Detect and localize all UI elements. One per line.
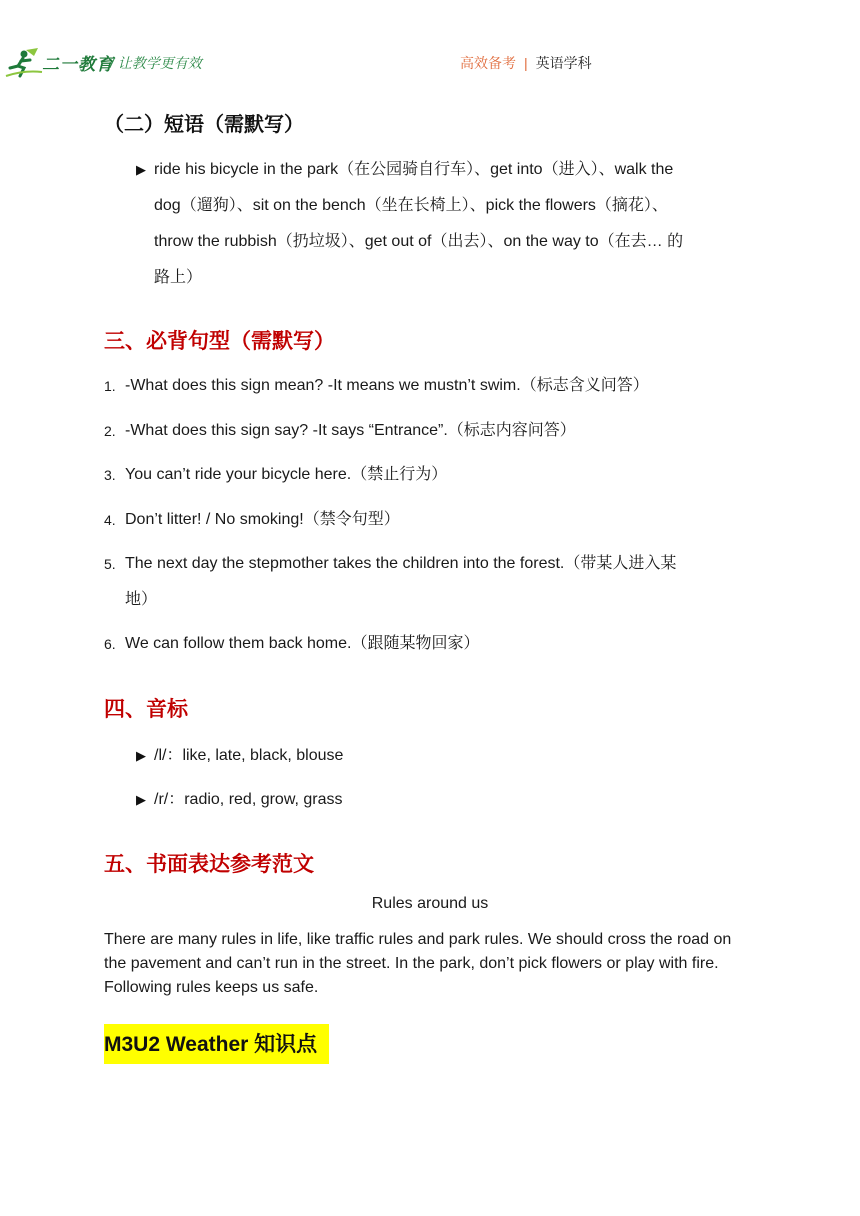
phrase-text: ride his bicycle in the park（在公园骑自行车）、get into（进入）、walk the: [154, 161, 674, 178]
page-header: [0, 38, 860, 86]
sentence-text: -What does this sign say? -It says “Entrance”.（标志内容问答）: [125, 422, 576, 439]
sentence-text: We can follow them back home.（跟随某物回家）: [125, 635, 480, 652]
triangle-bullet-icon: ▶: [136, 748, 146, 763]
sentences-heading: 三、必背句型（需默写）: [104, 330, 335, 353]
sentence-number: 1.: [104, 378, 116, 394]
sentence-number: 4.: [104, 512, 116, 528]
sentence-number: 2.: [104, 423, 116, 439]
next-unit-title: M3U2 Weather 知识点: [104, 1024, 329, 1064]
phonetic-text: /r/：radio, red, grow, grass: [154, 791, 343, 808]
phonetic-item: [136, 744, 343, 768]
runner-logo-icon: [4, 46, 44, 85]
phrase-text: dog（遛狗）、sit on the bench（坐在长椅上）、pick the flowers（摘花）、: [154, 197, 668, 214]
header-label-exam: 高效备考: [460, 55, 516, 71]
sentence-text: -What does this sign mean? -It means we mustn’t swim.（标志含义问答）: [125, 377, 649, 394]
essay-body: There are many rules in life, like traffic rules and park rules. We should cross the road on the pavement and can’t run in the street. In the park, don’t pick flowers or play with fire. Following rules keeps us safe.: [104, 931, 732, 996]
sentence-item: [104, 368, 744, 404]
sentence-item: [104, 546, 744, 582]
phrase-text: 路上）: [154, 269, 203, 286]
phrases-heading: （二）短语（需默写）: [104, 114, 304, 136]
sentence-text: 地）: [125, 591, 158, 608]
triangle-bullet-icon: ▶: [136, 162, 146, 177]
phonetic-text: /l/：like, late, black, blouse: [154, 747, 344, 764]
sentence-item-continued: [104, 582, 744, 618]
sentence-text: Don’t litter! / No smoking!（禁令句型）: [125, 511, 400, 528]
sentence-item: [104, 502, 744, 538]
sentence-item: [104, 413, 744, 449]
phrase-line: [136, 152, 756, 188]
phrase-line: [136, 224, 756, 260]
sentence-text: The next day the stepmother takes the children into the forest.（带某人进入某: [125, 555, 677, 572]
phrase-line: [136, 188, 756, 224]
phonetic-item: [136, 788, 343, 812]
sentence-item: [104, 626, 744, 662]
phonetics-heading: 四、音标: [104, 698, 188, 721]
essay-title: Rules around us: [371, 895, 489, 912]
phrase-line: [136, 260, 756, 296]
phrases-list: [136, 152, 756, 296]
sentence-number: 5.: [104, 556, 116, 572]
slogan: / 让教学更有效: [110, 55, 202, 71]
sentence-text: You can’t ride your bicycle here.（禁止行为）: [125, 466, 448, 483]
sentence-number: 3.: [104, 467, 116, 483]
header-separator: |: [524, 55, 528, 71]
sentence-item: [104, 457, 744, 493]
sentence-number: 6.: [104, 636, 116, 652]
phrase-text: throw the rubbish（扔垃圾）、get out of（出去）、on the way to（在去… 的: [154, 233, 684, 250]
header-right: [460, 53, 592, 73]
header-label-subject: 英语学科: [535, 55, 592, 71]
logo-text: 二一教育: [42, 55, 114, 74]
triangle-bullet-icon: ▶: [136, 792, 146, 807]
writing-heading: 五、书面表达参考范文: [104, 853, 314, 876]
